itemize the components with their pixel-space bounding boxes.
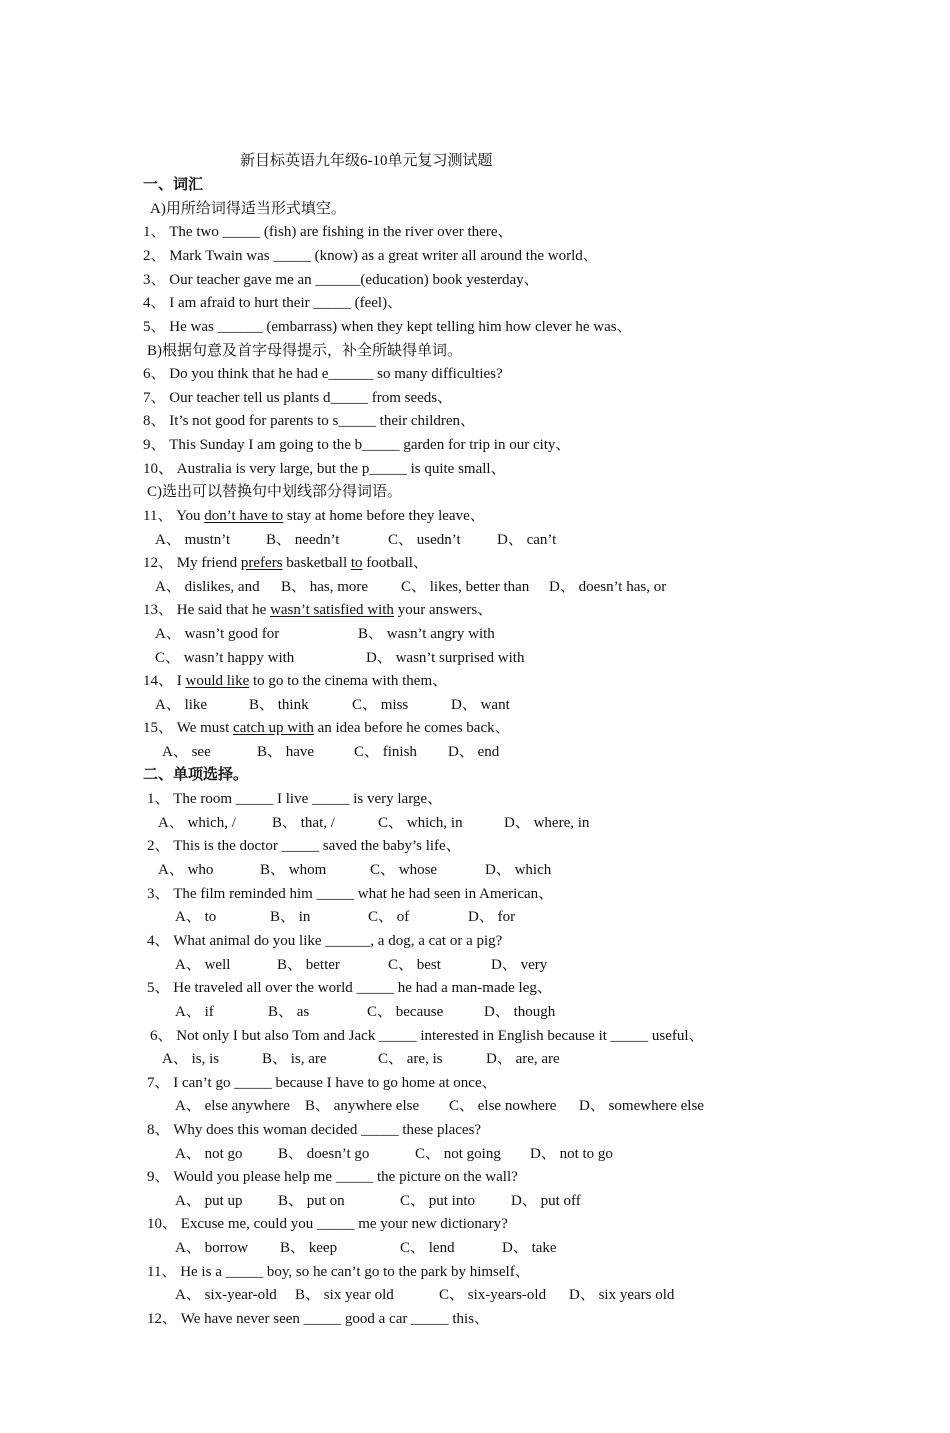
option-a: A、 borrow [175, 1240, 248, 1256]
option-d: D、 for [468, 909, 516, 925]
option-d: D、 doesn’t has, or [549, 579, 667, 595]
question-text: 14、 I [143, 673, 186, 689]
option-a: A、 is, is [162, 1051, 220, 1067]
option-d: D、 are, are [486, 1051, 560, 1067]
option-b: B、 as [268, 1004, 310, 1020]
question-6: 6、 Not only I but also Tom and Jack _____ interested in English because it _____ useful、 [150, 1028, 704, 1044]
option-a: A、 mustn’t [155, 532, 231, 548]
option-d: D、 end [448, 744, 500, 760]
part-b-instruction: B)根据句意及首字母得提示，补全所缺得单词。 [147, 343, 463, 359]
option-b: B、 anywhere else [305, 1098, 420, 1114]
question-7: 7、 Our teacher tell us plants d_____ from seeds、 [143, 390, 453, 406]
part-c-instruction: C)选出可以替换句中划线部分得词语。 [147, 484, 403, 500]
underlined-phrase: prefers [240, 555, 283, 571]
question-text: basketball [282, 555, 351, 571]
question-9: 9、 This Sunday I am going to the b_____ garden for trip in our city、 [143, 437, 571, 453]
option-b: B、 put on [278, 1193, 345, 1209]
question-14 [143, 671, 447, 691]
option-c: C、 lend [400, 1240, 455, 1256]
option-c: C、 are, is [378, 1051, 443, 1067]
underlined-phrase: don’t have to [204, 508, 284, 524]
section-heading-single-choice: 二、单项选择。 [143, 767, 249, 783]
option-b: B、 wasn’t angry with [358, 626, 495, 642]
question-12: 12、 We have never seen _____ good a car _____ this、 [147, 1311, 490, 1327]
question-text: your answers、 [393, 602, 493, 618]
option-c: C、 likes, better than [401, 579, 530, 595]
question-text: 11、 You [143, 508, 205, 524]
question-4: 4、 What animal do you like ______, a dog, a cat or a pig? [147, 933, 503, 949]
option-b: B、 keep [280, 1240, 338, 1256]
option-c: C、 which, in [378, 815, 463, 831]
option-c: C、 miss [352, 697, 409, 713]
option-a: A、 not go [175, 1146, 243, 1162]
question-text: to go to the cinema with them、 [249, 673, 448, 689]
option-a: A、 else anywhere [175, 1098, 290, 1114]
part-a-instruction: A)用所给词得适当形式填空。 [150, 201, 346, 217]
option-b: B、 in [270, 909, 311, 925]
option-b: B、 doesn’t go [278, 1146, 370, 1162]
option-d: D、 where, in [504, 815, 590, 831]
option-d: D、 very [491, 957, 548, 973]
question-10: 10、 Excuse me, could you _____ me your new dictionary? [147, 1216, 508, 1232]
option-a: A、 dislikes, and [155, 579, 260, 595]
question-1: 1、 The two _____ (fish) are fishing in the river over there、 [143, 224, 513, 240]
question-11: 11、 He is a _____ boy, so he can’t go to the park by himself、 [147, 1264, 530, 1280]
question-text: 13、 He said that he [143, 602, 271, 618]
option-b: B、 is, are [262, 1051, 327, 1067]
question-3: 3、 Our teacher gave me an ______(education) book yesterday、 [143, 272, 539, 288]
option-c: C、 wasn’t happy with [155, 650, 295, 666]
option-d: D、 put off [511, 1193, 581, 1209]
question-9: 9、 Would you please help me _____ the picture on the wall? [147, 1169, 518, 1185]
option-c: C、 finish [354, 744, 417, 760]
option-c: C、 whose [370, 862, 438, 878]
option-d: D、 want [451, 697, 510, 713]
question-10: 10、 Australia is very large, but the p_____ is quite small、 [143, 461, 506, 477]
option-b: B、 that, / [272, 815, 335, 831]
question-text: stay at home before they leave、 [283, 508, 485, 524]
option-b: B、 has, more [281, 579, 369, 595]
question-15 [143, 718, 510, 738]
option-c: C、 of [368, 909, 410, 925]
option-a: A、 which, / [158, 815, 236, 831]
option-d: D、 which [485, 862, 552, 878]
question-13 [143, 600, 492, 620]
underlined-phrase: to [350, 555, 363, 571]
option-a: A、 well [175, 957, 231, 973]
option-d: D、 not to go [530, 1146, 613, 1162]
question-5: 5、 He was ______ (embarrass) when they kept telling him how clever he was、 [143, 319, 632, 335]
question-11 [143, 506, 485, 526]
option-b: B、 have [257, 744, 315, 760]
question-7: 7、 I can’t go _____ because I have to go home at once、 [147, 1075, 497, 1091]
option-c: C、 not going [415, 1146, 501, 1162]
question-12 [143, 553, 428, 573]
option-b: B、 whom [260, 862, 327, 878]
question-6: 6、 Do you think that he had e______ so many difficulties? [143, 366, 503, 382]
option-a: A、 six-year-old [175, 1287, 277, 1303]
option-d: D、 six years old [569, 1287, 675, 1303]
option-a: A、 wasn’t good for [155, 626, 280, 642]
option-b: B、 better [277, 957, 340, 973]
option-c: C、 else nowhere [449, 1098, 557, 1114]
question-3: 3、 The film reminded him _____ what he had seen in American、 [147, 886, 554, 902]
section-heading-vocabulary: 一、词汇 [143, 177, 204, 193]
option-b: B、 six year old [295, 1287, 394, 1303]
question-2: 2、 This is the doctor _____ saved the baby’s life、 [147, 838, 461, 854]
option-c: C、 best [388, 957, 441, 973]
option-c: C、 usedn’t [388, 532, 461, 548]
question-2: 2、 Mark Twain was _____ (know) as a great writer all around the world、 [143, 248, 598, 264]
option-d: D、 take [502, 1240, 557, 1256]
option-c: C、 put into [400, 1193, 476, 1209]
question-4: 4、 I am afraid to hurt their _____ (feel)、 [143, 295, 403, 311]
question-text: 15、 We must [143, 720, 234, 736]
option-c: C、 six-years-old [439, 1287, 547, 1303]
question-5: 5、 He traveled all over the world _____ he had a man-made leg、 [147, 980, 552, 996]
option-b: B、 think [249, 697, 309, 713]
question-text: an idea before he comes back、 [313, 720, 510, 736]
option-a: A、 like [155, 697, 208, 713]
option-a: A、 to [175, 909, 217, 925]
question-8: 8、 Why does this woman decided _____ these places? [147, 1122, 482, 1138]
option-d: D、 wasn’t surprised with [366, 650, 525, 666]
option-c: C、 because [367, 1004, 444, 1020]
underlined-phrase: catch up with [233, 720, 314, 736]
option-d: D、 somewhere else [579, 1098, 704, 1114]
question-1: 1、 The room _____ I live _____ is very large、 [147, 791, 443, 807]
option-a: A、 if [175, 1004, 214, 1020]
option-a: A、 put up [175, 1193, 243, 1209]
underlined-phrase: would like [185, 673, 250, 689]
option-b: B、 needn’t [266, 532, 340, 548]
option-d: D、 though [484, 1004, 556, 1020]
option-a: A、 see [162, 744, 211, 760]
option-d: D、 can’t [497, 532, 557, 548]
option-a: A、 who [158, 862, 214, 878]
underlined-phrase: wasn’t satisfied with [270, 602, 394, 618]
page-title: 新目标英语九年级6-10单元复习测试题 [240, 153, 493, 169]
question-text: 12、 My friend [143, 555, 241, 571]
question-8: 8、 It’s not good for parents to s_____ their children、 [143, 413, 476, 429]
question-text: football、 [362, 555, 428, 571]
